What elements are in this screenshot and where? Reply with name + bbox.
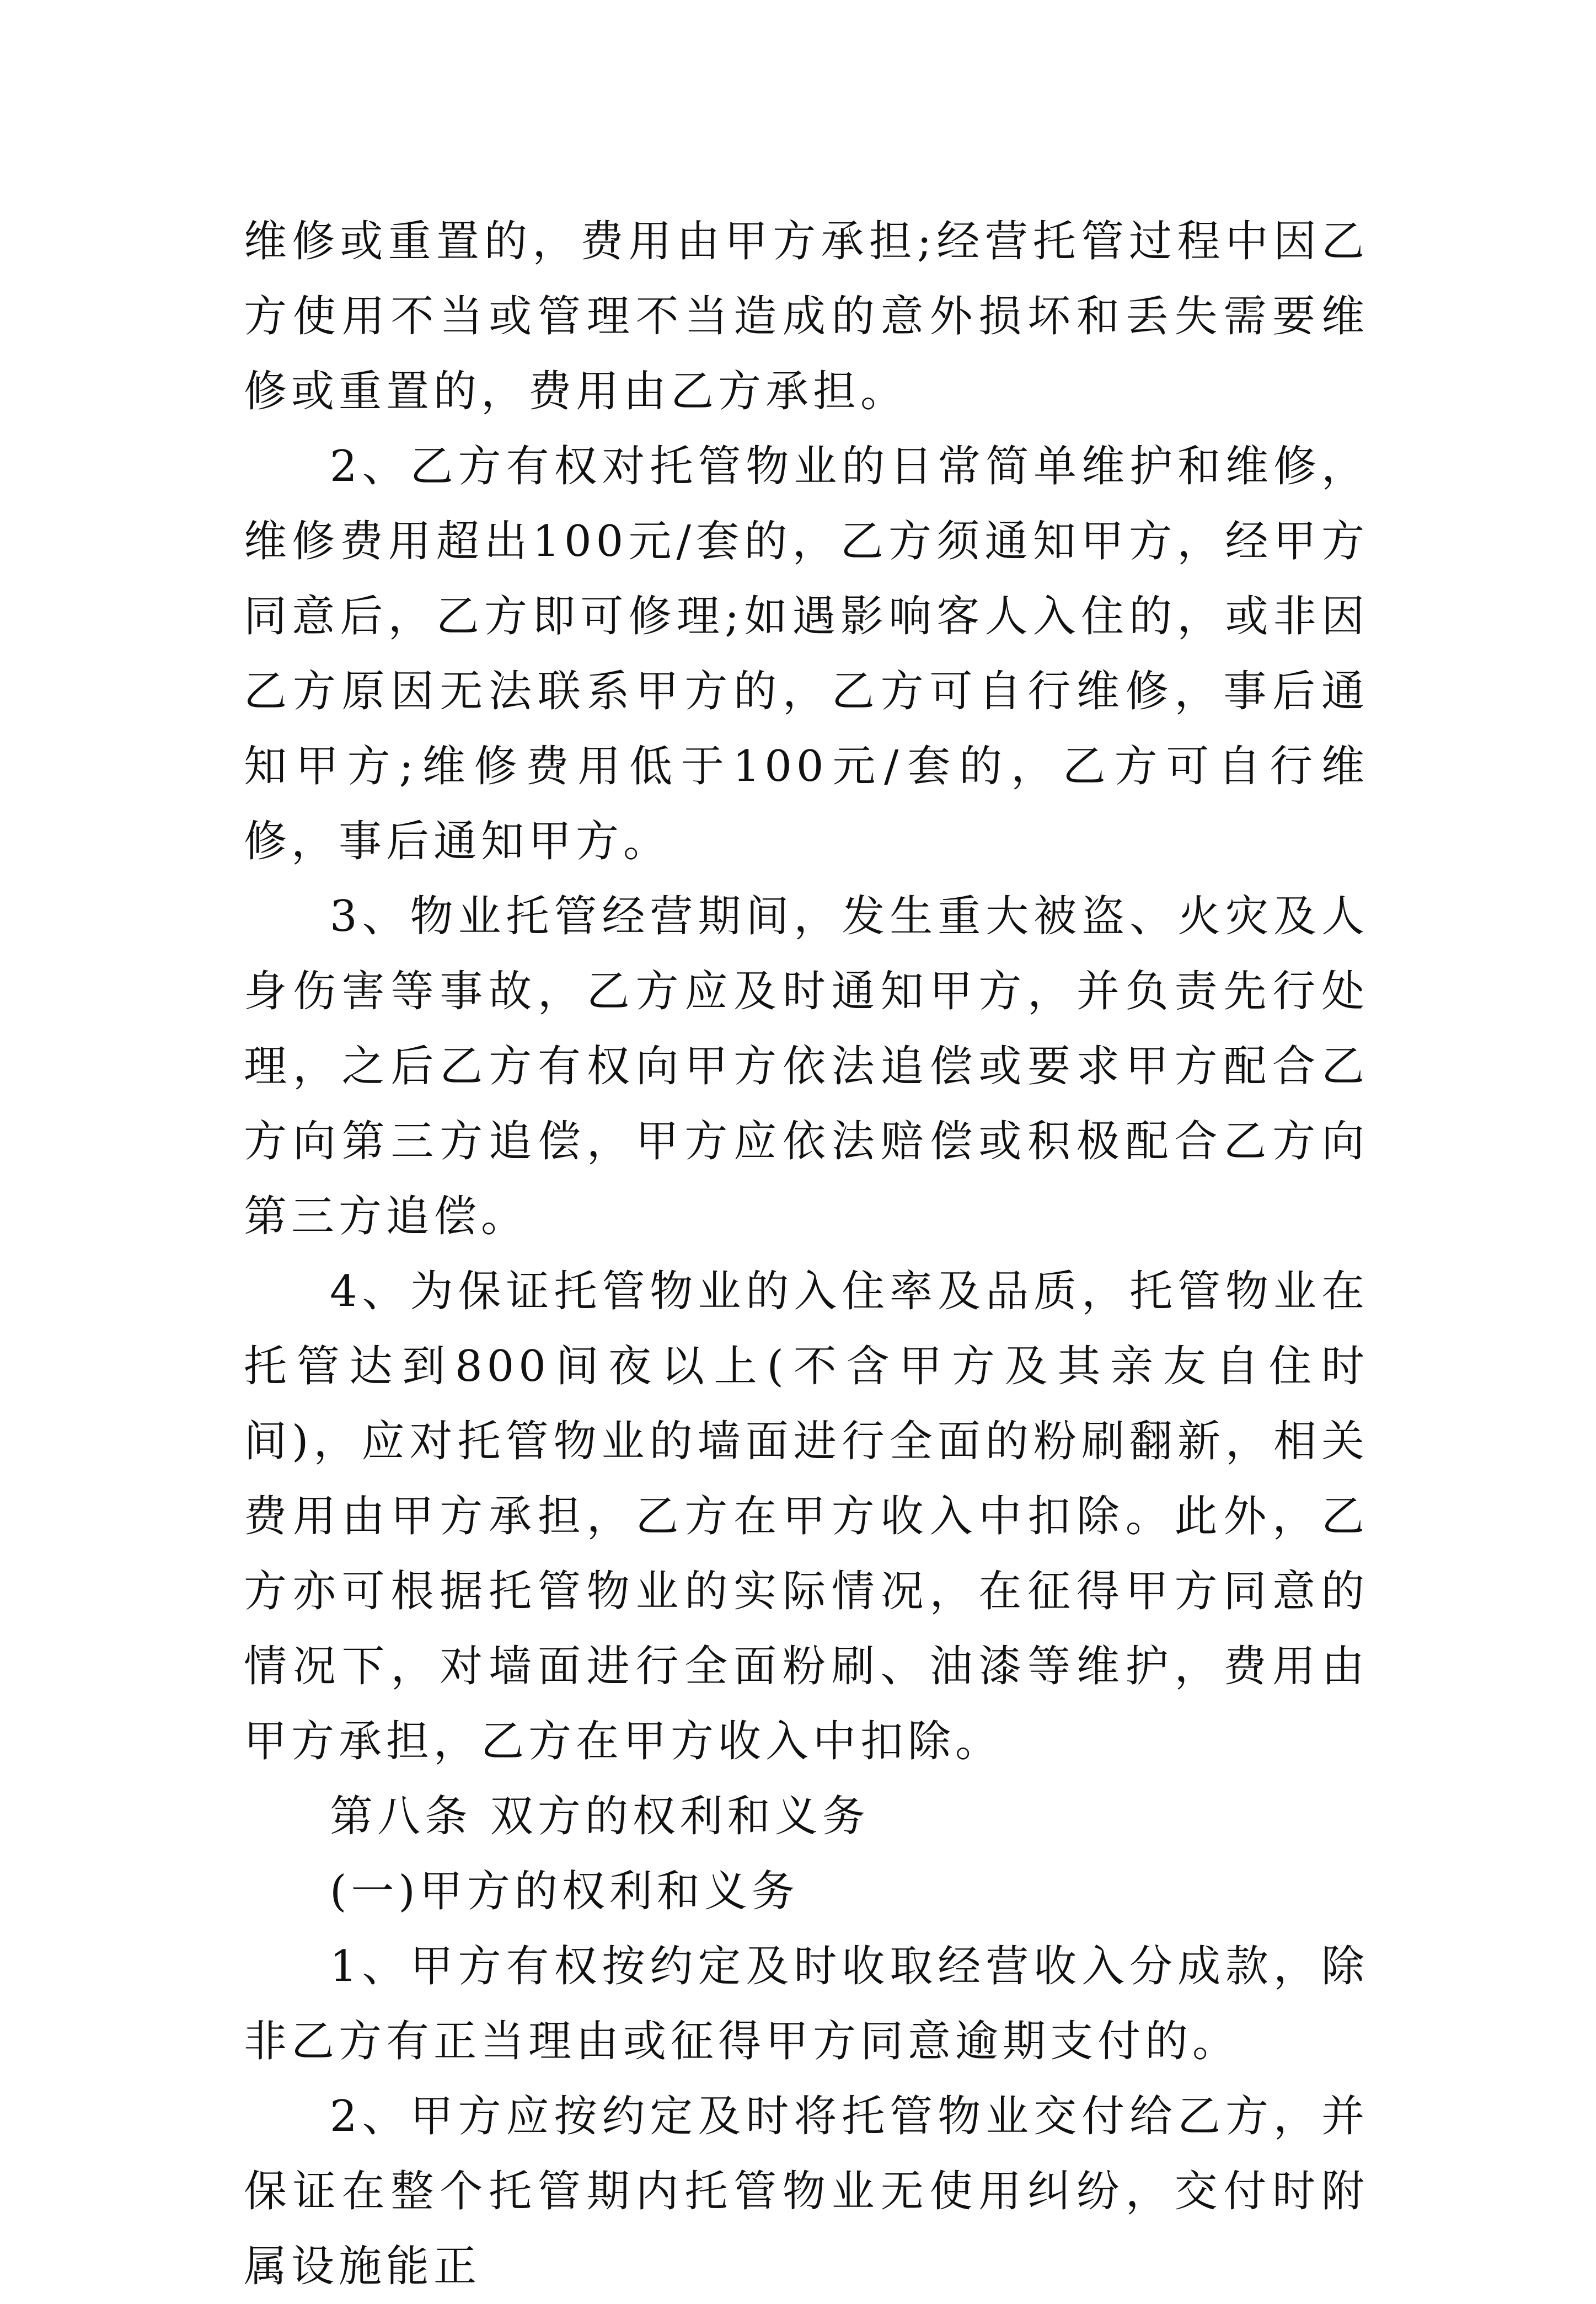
document-body: [244, 204, 1369, 2304]
paragraph-3: 3、物业托管经营期间，发生重大被盗、火灾及人身伤害等事故，乙方应及时通知甲方，并负责先行处理，之后乙方有权向甲方依法追偿或要求甲方配合乙方向第三方追偿，甲方应依法赔偿或积极配合乙方向第三方追偿。: [244, 892, 1369, 1241]
paragraph-1: 维修或重置的，费用由甲方承担;经营托管过程中因乙方使用不当或管理不当造成的意外损坏和丢失需要维修或重置的，费用由乙方承担。: [244, 217, 1369, 416]
paragraph-4: 4、为保证托管物业的入住率及品质，托管物业在托管达到800间夜以上(不含甲方及其亲友自住时间)，应对托管物业的墙面进行全面的粉刷翻新，相关费用由甲方承担，乙方在甲方收入中扣除。此外，乙方亦可根据托管物业的实际情况，在征得甲方同意的情况下，对墙面进行全面粉刷、油漆等维护，费用由甲方承担，乙方在甲方收入中扣除。: [244, 1267, 1369, 1766]
article-heading: 第八条 双方的权利和义务: [330, 1792, 870, 1841]
paragraph-6: 2、甲方应按约定及时将托管物业交付给乙方，并保证在整个托管期内托管物业无使用纠纷，交付时附属设施能正: [244, 2092, 1369, 2291]
paragraph-2: 2、乙方有权对托管物业的日常简单维护和维修，维修费用超出100元/套的，乙方须通知甲方，经甲方同意后，乙方即可修理;如遇影响客人入住的，或非因乙方原因无法联系甲方的，乙方可自行维修，事后通知甲方;维修费用低于100元/套的，乙方可自行维修，事后通知甲方。: [244, 442, 1369, 866]
paragraph-5: 1、甲方有权按约定及时收取经营收入分成款，除非乙方有正当理由或征得甲方同意逾期支付的。: [244, 1942, 1369, 2066]
section-heading: (一)甲方的权利和义务: [330, 1867, 799, 1916]
